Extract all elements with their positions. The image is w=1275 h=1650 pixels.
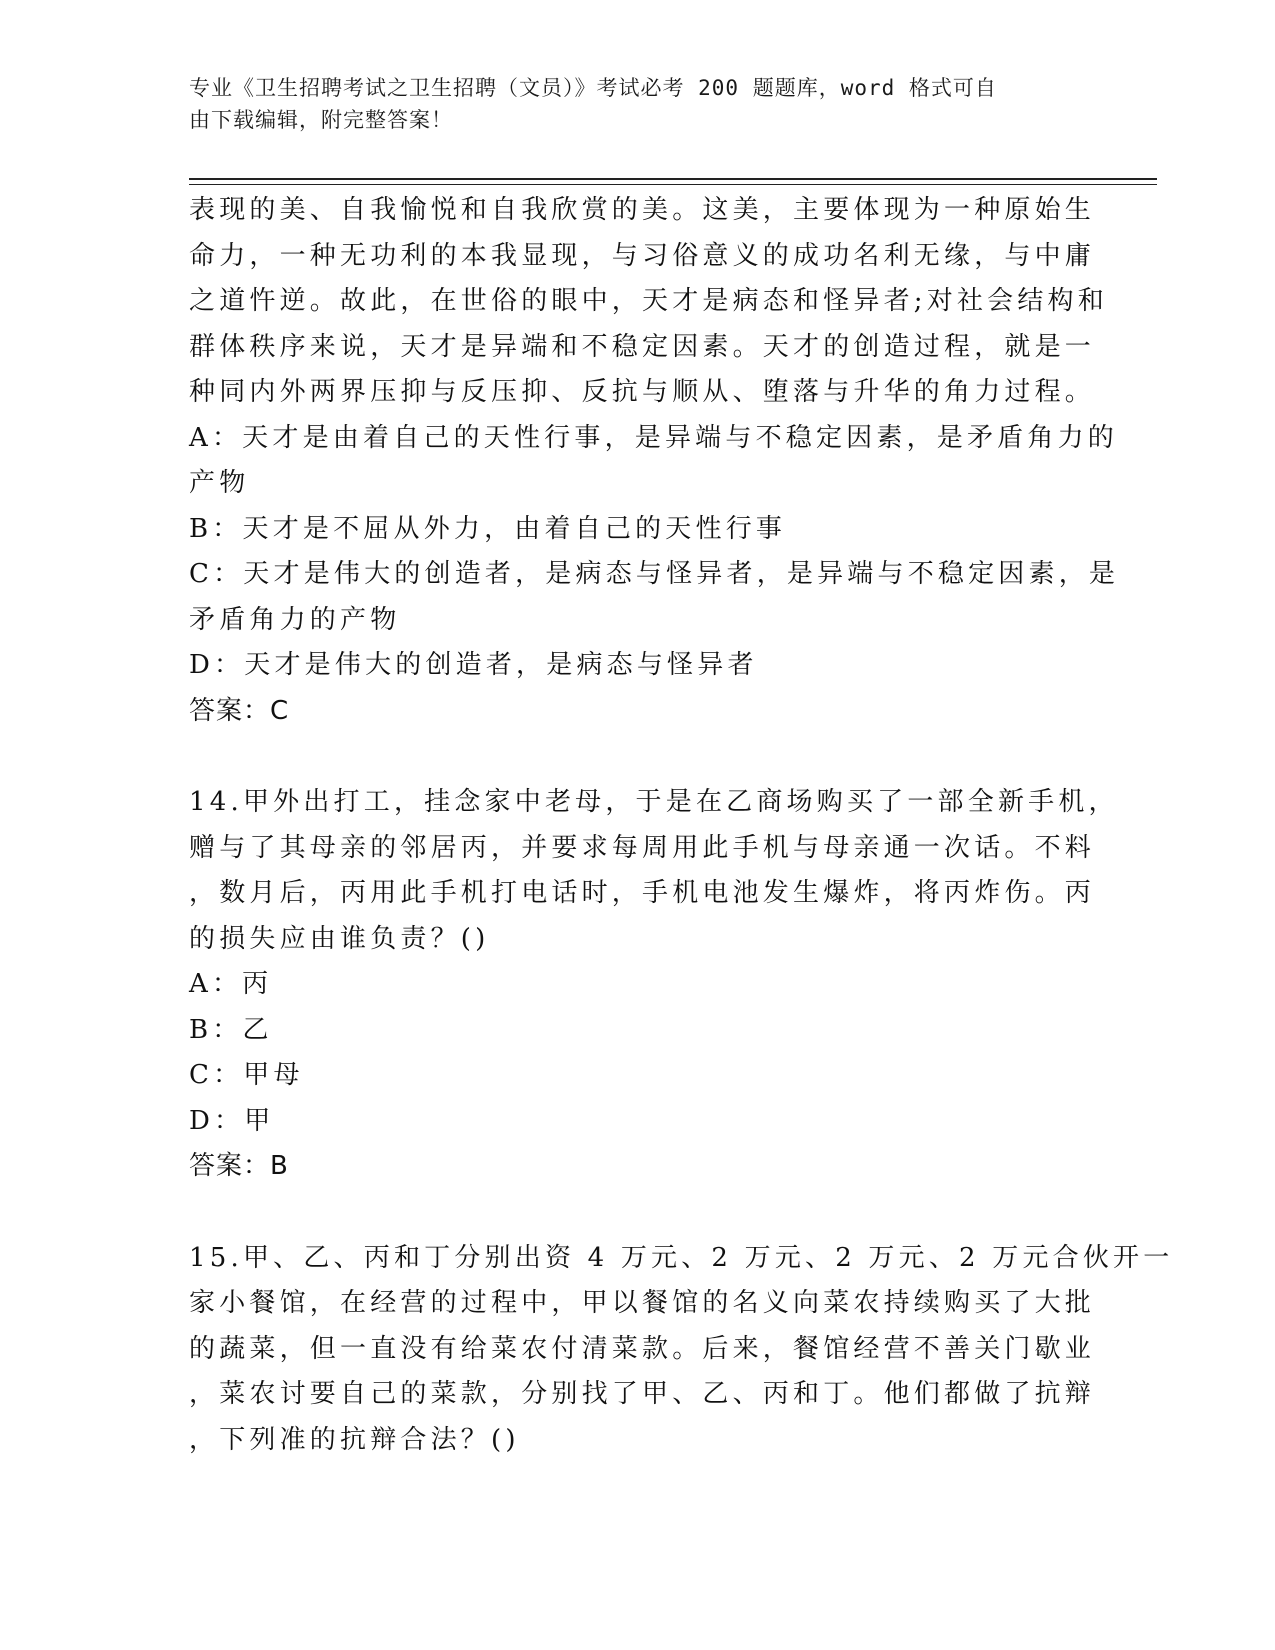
question-text-line: 14.甲外出打工，挂念家中老母，于是在乙商场购买了一部全新手机， (189, 787, 1119, 817)
option-b: B：天才是不屈从外力，由着自己的天性行事 (189, 513, 787, 544)
question-text-line: 家小餐馆，在经营的过程中，甲以餐馆的名义向菜农持续购买了大批 (189, 1288, 1096, 1318)
question-text-line: ，菜农讨要自己的菜款，分别找了甲、乙、丙和丁。他们都做了抗辩 (189, 1379, 1096, 1409)
header-line: 专业《卫生招聘考试之卫生招聘（文员）》考试必考 200 题题库，word 格式可自 (189, 76, 997, 100)
question-text-line: 的损失应由谁负责？() (189, 923, 490, 954)
question-text-line: ，数月后，丙用此手机打电话时，手机电池发生爆炸，将丙炸伤。丙 (189, 878, 1096, 908)
option-c: C：甲母 (189, 1060, 304, 1090)
question-13-block (189, 188, 1120, 734)
document-header (189, 72, 1089, 136)
question-text-line: 种同内外两界压抑与反压抑、反抗与顺从、堕落与升华的角力过程。 (189, 377, 1096, 407)
option-b: B：乙 (189, 1014, 273, 1045)
option-a: A：天才是由着自己的天性行事，是异端与不稳定因素，是矛盾角力的 (189, 422, 1118, 453)
spacer (189, 734, 1089, 780)
header-line: 由下载编辑，附完整答案！ (189, 108, 453, 132)
question-text-line: 命力，一种无功利的本我显现，与习俗意义的成功名利无缘，与中庸 (189, 240, 1096, 271)
option-d: D：甲 (189, 1105, 275, 1136)
spacer (189, 1190, 1089, 1236)
question-text-line: 群体秩序来说，天才是异端和不稳定因素。天才的创造过程，就是一 (189, 331, 1096, 362)
answer-label: 答案：B (189, 1151, 289, 1181)
question-text-line: 表现的美、自我愉悦和自我欣赏的美。这美，主要体现为一种原始生 (189, 195, 1096, 225)
option-a: A：丙 (189, 969, 273, 999)
question-text-line: 赠与了其母亲的邻居丙，并要求每周用此手机与母亲通一次话。不料 (189, 832, 1096, 863)
question-text-line: ，下列准的抗辩合法？() (189, 1424, 520, 1455)
header-divider-thick (189, 178, 1157, 180)
option-a-continued: 产物 (189, 468, 250, 498)
header-divider-thin (189, 184, 1157, 185)
question-15-block (189, 1236, 1174, 1464)
question-text-line: 15.甲、乙、丙和丁分别出资 4 万元、2 万元、2 万元、2 万元合伙开一 (189, 1242, 1174, 1273)
answer-label: 答案：C (189, 695, 290, 726)
option-c: C：天才是伟大的创造者，是病态与怪异者，是异端与不稳定因素，是 (189, 559, 1120, 589)
option-c-continued: 矛盾角力的产物 (189, 604, 401, 635)
question-text-line: 之道忤逆。故此，在世俗的眼中，天才是病态和怪异者;对社会结构和 (189, 286, 1108, 316)
question-text-line: 的蔬菜，但一直没有给菜农付清菜款。后来，餐馆经营不善关门歇业 (189, 1333, 1096, 1364)
question-14-block (189, 780, 1119, 1190)
option-d: D：天才是伟大的创造者，是病态与怪异者 (189, 650, 758, 680)
document-body (189, 188, 1174, 1463)
